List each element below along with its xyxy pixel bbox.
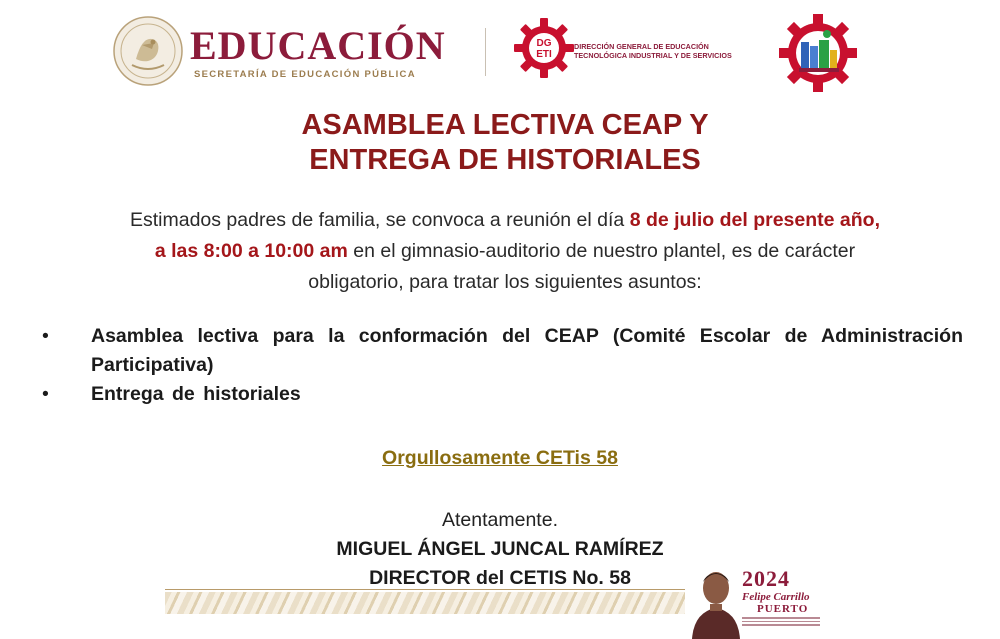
education-brand-word: EDUCACIÓN [190, 23, 446, 68]
meeting-date: 8 de julio del presente año, [629, 209, 880, 231]
agenda-item-text-1: Asamblea lectiva para la conformación del CEAP (Comité Escolar de Administración Participativa) [91, 325, 963, 376]
signature-block [0, 506, 1000, 593]
header-divider [485, 28, 486, 76]
dgeti-gear-logo [513, 17, 575, 79]
notice-line-2 [40, 236, 970, 267]
dgeti-mark-top: DG [536, 38, 552, 49]
notice-text-3: obligatorio, para tratar los siguientes asuntos: [308, 271, 702, 293]
meeting-notice [40, 205, 970, 298]
school-motto: Orgullosamente CETis 58 [382, 447, 618, 469]
agenda-item [38, 322, 963, 380]
announcement-title [0, 108, 1000, 178]
footer-honoree: Felipe Carrillo [742, 591, 810, 603]
agenda-item [38, 380, 963, 409]
bullet-point: • [42, 383, 49, 405]
signer-name: MIGUEL ÁNGEL JUNCAL RAMÍREZ [336, 538, 664, 560]
meeting-time: a las 8:00 a 10:00 am [154, 240, 348, 262]
notice-text-2: en el gimnasio-auditorio de nuestro plantel, es de carácter [347, 240, 856, 262]
footer-honoree-surname: PUERTO [757, 603, 809, 615]
mexico-coat-of-arms-icon [112, 15, 184, 87]
cetis-school-logo [775, 12, 861, 94]
bullet-point: • [42, 325, 49, 347]
footer-fine-print [742, 617, 820, 628]
signer-role: DIRECTOR del CETIS No. 58 [369, 567, 631, 589]
dgeti-mark-bottom: ETI [536, 49, 552, 60]
agenda-list [38, 322, 963, 409]
notice-text-1: Estimados padres de familia, se convoca a reunión el día [129, 209, 630, 231]
footer-decorative-band [165, 592, 685, 614]
footer-rule [165, 589, 685, 590]
footer-year: 2024 [742, 566, 790, 591]
letterhead [0, 0, 1000, 100]
notice-line-1 [40, 205, 970, 236]
title-line-1: ASAMBLEA LECTIVA CEAP Y [301, 109, 709, 141]
closing-regards: Atentamente. [442, 509, 558, 531]
agenda-item-text-2: Entrega de historiales [91, 383, 301, 405]
notice-line-3 [40, 267, 970, 298]
felipe-carrillo-portrait-icon [690, 564, 742, 639]
dgeti-name [574, 42, 784, 60]
title-line-2: ENTREGA DE HISTORIALES [309, 144, 701, 176]
dgeti-name-line2: TECNOLÓGICA INDUSTRIAL Y DE SERVICIOS [574, 51, 732, 60]
dgeti-name-line1: DIRECCIÓN GENERAL DE EDUCACIÓN [574, 42, 709, 51]
education-brand-subtitle: SECRETARÍA DE EDUCACIÓN PÚBLICA [194, 69, 416, 80]
